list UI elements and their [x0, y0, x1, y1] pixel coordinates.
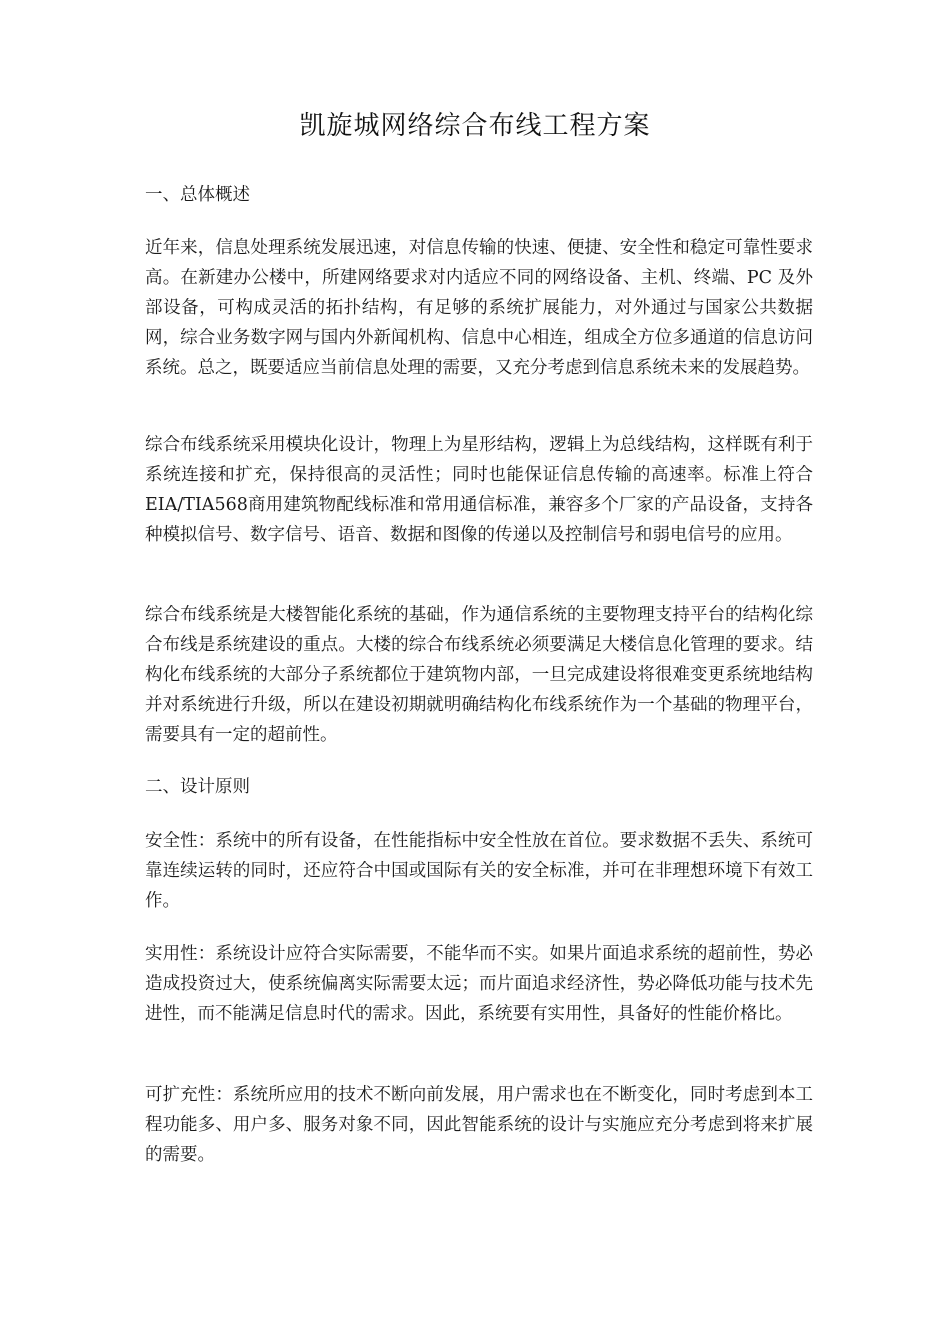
paragraph-security: 安全性：系统中的所有设备，在性能指标中安全性放在首位。要求数据不丢失、系统可靠连续运转的同时，还应符合中国或国际有关的安全标准，并可在非理想环境下有效工作。: [145, 831, 813, 911]
document-title: 凯旋城网络综合布线工程方案: [299, 111, 651, 141]
paragraph-overview-1: 近年来，信息处理系统发展迅速，对信息传输的快速、便捷、安全性和稳定可靠性要求高。在新建办公楼中，所建网络要求对内适应不同的网络设备、主机、终端、PC 及外部设备，可构成灵活的拓扑结构，有足够的系统扩展能力，对外通过与国家公共数据网，综合业务数字网与国内外新闻机构、信息中心相连，组成全方位多通道的信息访问系统。总之，既要适应当前信息处理的需要，又充分考虑到信息系统未来的发展趋势。: [145, 238, 813, 378]
section-heading-overview: 一、总体概述: [145, 185, 250, 205]
paragraph-overview-2: 综合布线系统采用模块化设计，物理上为星形结构，逻辑上为总线结构，这样既有利于系统连接和扩充，保持很高的灵活性；同时也能保证信息传输的高速率。标准上符合EIA/TIA568商用建筑物配线标准和常用通信标准，兼容多个厂家的产品设备，支持各种模拟信号、数字信号、语音、数据和图像的传递以及控制信号和弱电信号的应用。: [145, 435, 813, 545]
paragraph-overview-3: 综合布线系统是大楼智能化系统的基础，作为通信系统的主要物理支持平台的结构化综合布线是系统建设的重点。大楼的综合布线系统必须要满足大楼信息化管理的要求。结构化布线系统的大部分子系统都位于建筑物内部，一旦完成建设将很难变更系统地结构并对系统进行升级，所以在建设初期就明确结构化布线系统作为一个基础的物理平台，需要具有一定的超前性。: [145, 605, 813, 745]
paragraph-practicality: 实用性：系统设计应符合实际需要，不能华而不实。如果片面追求系统的超前性，势必造成投资过大，使系统偏离实际需要太远；而片面追求经济性，势必降低功能与技术先进性，而不能满足信息时代的需求。因此，系统要有实用性，具备好的性能价格比。: [145, 944, 813, 1024]
paragraph-scalability: 可扩充性：系统所应用的技术不断向前发展，用户需求也在不断变化，同时考虑到本工程功能多、用户多、服务对象不同，因此智能系统的设计与实施应充分考虑到将来扩展的需要。: [145, 1085, 813, 1165]
section-heading-design-principles: 二、设计原则: [145, 777, 250, 797]
